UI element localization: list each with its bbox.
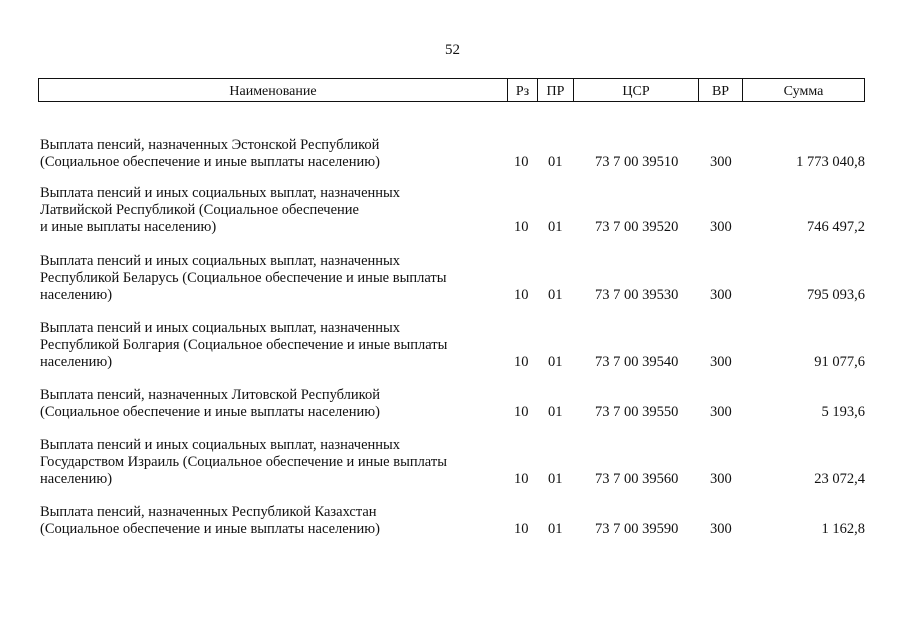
cell-vr: 300 — [710, 287, 732, 303]
row-name-line: Выплата пенсий, назначенных Эстонской Республикой — [40, 137, 380, 153]
table-row — [38, 137, 865, 171]
cell-sum: 91 077,6 — [814, 354, 865, 370]
row-name-line: населению) — [40, 354, 113, 370]
cell-sum: 23 072,4 — [814, 471, 865, 487]
cell-sum: 1 773 040,8 — [796, 154, 865, 170]
table-row — [38, 253, 865, 304]
cell-sum: 5 193,6 — [821, 404, 865, 420]
table-row — [38, 437, 865, 488]
table-row — [38, 504, 865, 538]
cell-csr: 73 7 00 39530 — [595, 287, 679, 303]
column-header-pr: ПР — [538, 79, 574, 101]
row-name-line: Государством Израиль (Социальное обеспечение и иные выплаты — [40, 454, 447, 470]
cell-vr: 300 — [710, 471, 732, 487]
row-name-line: (Социальное обеспечение и иные выплаты населению) — [40, 521, 380, 537]
row-name-line: Выплата пенсий и иных социальных выплат, назначенных — [40, 253, 401, 269]
row-name — [40, 185, 500, 236]
cell-rz: 10 — [514, 354, 529, 370]
table-row — [38, 387, 865, 421]
cell-csr: 73 7 00 39540 — [595, 354, 679, 370]
row-name — [40, 437, 500, 488]
table-row — [38, 185, 865, 236]
page-number: 52 — [445, 42, 460, 58]
cell-rz: 10 — [514, 287, 529, 303]
cell-rz: 10 — [514, 219, 529, 235]
row-name-line: Выплата пенсий, назначенных Республикой Казахстан — [40, 504, 377, 520]
column-header-name: Наименование — [39, 79, 508, 101]
column-header-vr: ВР — [699, 79, 743, 101]
cell-sum: 795 093,6 — [807, 287, 865, 303]
row-name-line: Выплата пенсий и иных социальных выплат, назначенных — [40, 437, 401, 453]
cell-pr: 01 — [548, 471, 563, 487]
column-header-sum: Сумма — [783, 83, 824, 99]
row-name-line: Республикой Беларусь (Социальное обеспечение и иные выплаты — [40, 270, 447, 286]
cell-vr: 300 — [710, 219, 732, 235]
cell-vr: 300 — [710, 354, 732, 370]
cell-rz: 10 — [514, 521, 529, 537]
row-name — [40, 387, 500, 421]
column-header-csr: ЦСР — [574, 79, 699, 101]
cell-vr: 300 — [710, 404, 732, 420]
cell-vr: 300 — [710, 154, 732, 170]
row-name-line: (Социальное обеспечение и иные выплаты населению) — [40, 154, 380, 170]
cell-csr: 73 7 00 39550 — [595, 404, 679, 420]
row-name-line: населению) — [40, 471, 113, 487]
table-row — [38, 320, 865, 371]
row-name — [40, 253, 500, 304]
row-name-line: Латвийской Республикой (Социальное обеспечение — [40, 202, 359, 218]
cell-pr: 01 — [548, 154, 563, 170]
row-name-line: населению) — [40, 287, 113, 303]
row-name-line: Выплата пенсий и иных социальных выплат, назначенных — [40, 320, 401, 336]
cell-pr: 01 — [548, 521, 563, 537]
row-name-line: Выплата пенсий, назначенных Литовской Республикой — [40, 387, 380, 403]
row-name-line: Республикой Болгария (Социальное обеспечение и иные выплаты — [40, 337, 448, 353]
column-header-rz: Рз — [508, 79, 538, 101]
row-name — [40, 504, 500, 538]
cell-csr: 73 7 00 39560 — [595, 471, 679, 487]
cell-rz: 10 — [514, 154, 529, 170]
cell-pr: 01 — [548, 404, 563, 420]
row-name-line: (Социальное обеспечение и иные выплаты населению) — [40, 404, 380, 420]
cell-pr: 01 — [548, 219, 563, 235]
cell-csr: 73 7 00 39590 — [595, 521, 679, 537]
cell-sum: 746 497,2 — [807, 219, 865, 235]
cell-rz: 10 — [514, 404, 529, 420]
cell-csr: 73 7 00 39510 — [595, 154, 679, 170]
row-name — [40, 320, 500, 371]
cell-sum: 1 162,8 — [821, 521, 865, 537]
cell-vr: 300 — [710, 521, 732, 537]
row-name — [40, 137, 500, 171]
table-header — [38, 78, 865, 102]
cell-rz: 10 — [514, 471, 529, 487]
row-name-line: Выплата пенсий и иных социальных выплат, назначенных — [40, 185, 401, 201]
cell-pr: 01 — [548, 354, 563, 370]
row-name-line: и иные выплаты населению) — [40, 219, 217, 235]
cell-pr: 01 — [548, 287, 563, 303]
cell-csr: 73 7 00 39520 — [595, 219, 679, 235]
